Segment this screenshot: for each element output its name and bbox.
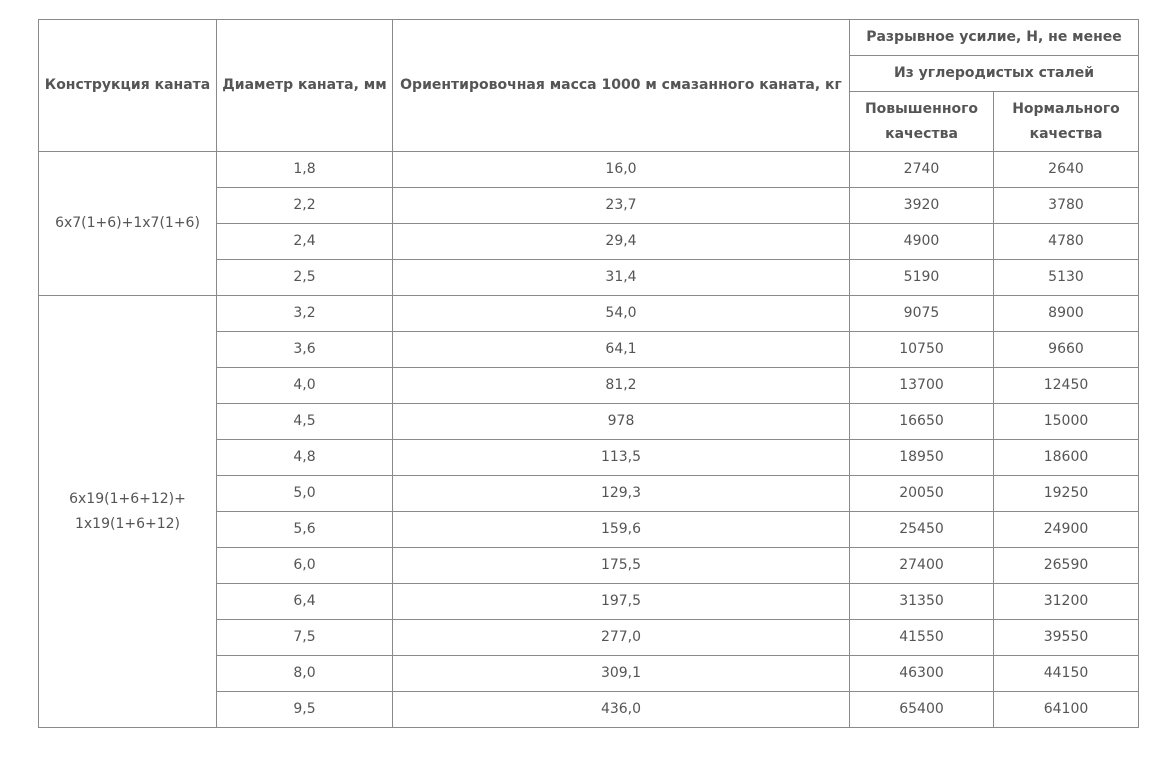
increased-quality-cell: 10750 — [850, 332, 994, 368]
normal-quality-cell: 15000 — [994, 404, 1139, 440]
diameter-cell: 8,0 — [217, 656, 393, 692]
increased-quality-cell: 9075 — [850, 296, 994, 332]
diameter-cell: 9,5 — [217, 692, 393, 728]
table-row — [39, 296, 1139, 332]
header-normal-quality: Нормального качества — [994, 92, 1139, 152]
normal-quality-cell: 24900 — [994, 512, 1139, 548]
increased-quality-cell: 25450 — [850, 512, 994, 548]
header-carbon-steels: Из углеродистых сталей — [850, 56, 1139, 92]
normal-quality-cell: 19250 — [994, 476, 1139, 512]
normal-quality-cell: 2640 — [994, 152, 1139, 188]
increased-quality-cell: 65400 — [850, 692, 994, 728]
mass-cell: 81,2 — [393, 368, 850, 404]
normal-quality-cell: 18600 — [994, 440, 1139, 476]
increased-quality-cell: 3920 — [850, 188, 994, 224]
diameter-cell: 1,8 — [217, 152, 393, 188]
mass-cell: 54,0 — [393, 296, 850, 332]
increased-quality-cell: 31350 — [850, 584, 994, 620]
diameter-cell: 2,2 — [217, 188, 393, 224]
diameter-cell: 5,6 — [217, 512, 393, 548]
normal-quality-cell: 8900 — [994, 296, 1139, 332]
normal-quality-cell: 44150 — [994, 656, 1139, 692]
increased-quality-cell: 41550 — [850, 620, 994, 656]
mass-cell: 978 — [393, 404, 850, 440]
diameter-cell: 2,4 — [217, 224, 393, 260]
increased-quality-cell: 13700 — [850, 368, 994, 404]
rope-specs-table — [38, 19, 1139, 728]
diameter-cell: 2,5 — [217, 260, 393, 296]
normal-quality-cell: 39550 — [994, 620, 1139, 656]
mass-cell: 16,0 — [393, 152, 850, 188]
increased-quality-cell: 46300 — [850, 656, 994, 692]
header-diameter: Диаметр каната, мм — [217, 20, 393, 152]
diameter-cell: 4,0 — [217, 368, 393, 404]
header-construction: Конструкция каната — [39, 20, 217, 152]
mass-cell: 113,5 — [393, 440, 850, 476]
construction-label: 1x19(1+6+12) — [74, 515, 181, 532]
normal-quality-cell: 31200 — [994, 584, 1139, 620]
header-increased-quality: Повышенного качества — [850, 92, 994, 152]
normal-quality-cell: 3780 — [994, 188, 1139, 224]
increased-quality-cell: 18950 — [850, 440, 994, 476]
construction-label: 6x7(1+6)+1x7(1+6) — [55, 215, 200, 231]
construction-cell — [39, 296, 217, 728]
normal-quality-cell: 12450 — [994, 368, 1139, 404]
construction-cell — [39, 152, 217, 296]
header-breaking-force: Разрывное усилие, Н, не менее — [850, 20, 1139, 56]
increased-quality-cell: 5190 — [850, 260, 994, 296]
table-body — [39, 152, 1139, 728]
diameter-cell: 4,8 — [217, 440, 393, 476]
table-header — [39, 20, 1139, 152]
diameter-cell: 6,0 — [217, 548, 393, 584]
diameter-cell: 3,2 — [217, 296, 393, 332]
normal-quality-cell: 4780 — [994, 224, 1139, 260]
mass-cell: 23,7 — [393, 188, 850, 224]
construction-label: 6x19(1+6+12)+ — [69, 490, 186, 507]
increased-quality-cell: 20050 — [850, 476, 994, 512]
mass-cell: 197,5 — [393, 584, 850, 620]
increased-quality-cell: 27400 — [850, 548, 994, 584]
diameter-cell: 4,5 — [217, 404, 393, 440]
mass-cell: 436,0 — [393, 692, 850, 728]
mass-cell: 309,1 — [393, 656, 850, 692]
increased-quality-cell: 4900 — [850, 224, 994, 260]
diameter-cell: 6,4 — [217, 584, 393, 620]
increased-quality-cell: 2740 — [850, 152, 994, 188]
normal-quality-cell: 64100 — [994, 692, 1139, 728]
normal-quality-cell: 5130 — [994, 260, 1139, 296]
mass-cell: 277,0 — [393, 620, 850, 656]
diameter-cell: 7,5 — [217, 620, 393, 656]
normal-quality-cell: 9660 — [994, 332, 1139, 368]
mass-cell: 159,6 — [393, 512, 850, 548]
mass-cell: 175,5 — [393, 548, 850, 584]
mass-cell: 29,4 — [393, 224, 850, 260]
mass-cell: 64,1 — [393, 332, 850, 368]
normal-quality-cell: 26590 — [994, 548, 1139, 584]
diameter-cell: 5,0 — [217, 476, 393, 512]
increased-quality-cell: 16650 — [850, 404, 994, 440]
mass-cell: 31,4 — [393, 260, 850, 296]
header-mass: Ориентировочная масса 1000 м смазанного каната, кг — [393, 20, 850, 152]
table-row — [39, 152, 1139, 188]
diameter-cell: 3,6 — [217, 332, 393, 368]
mass-cell: 129,3 — [393, 476, 850, 512]
